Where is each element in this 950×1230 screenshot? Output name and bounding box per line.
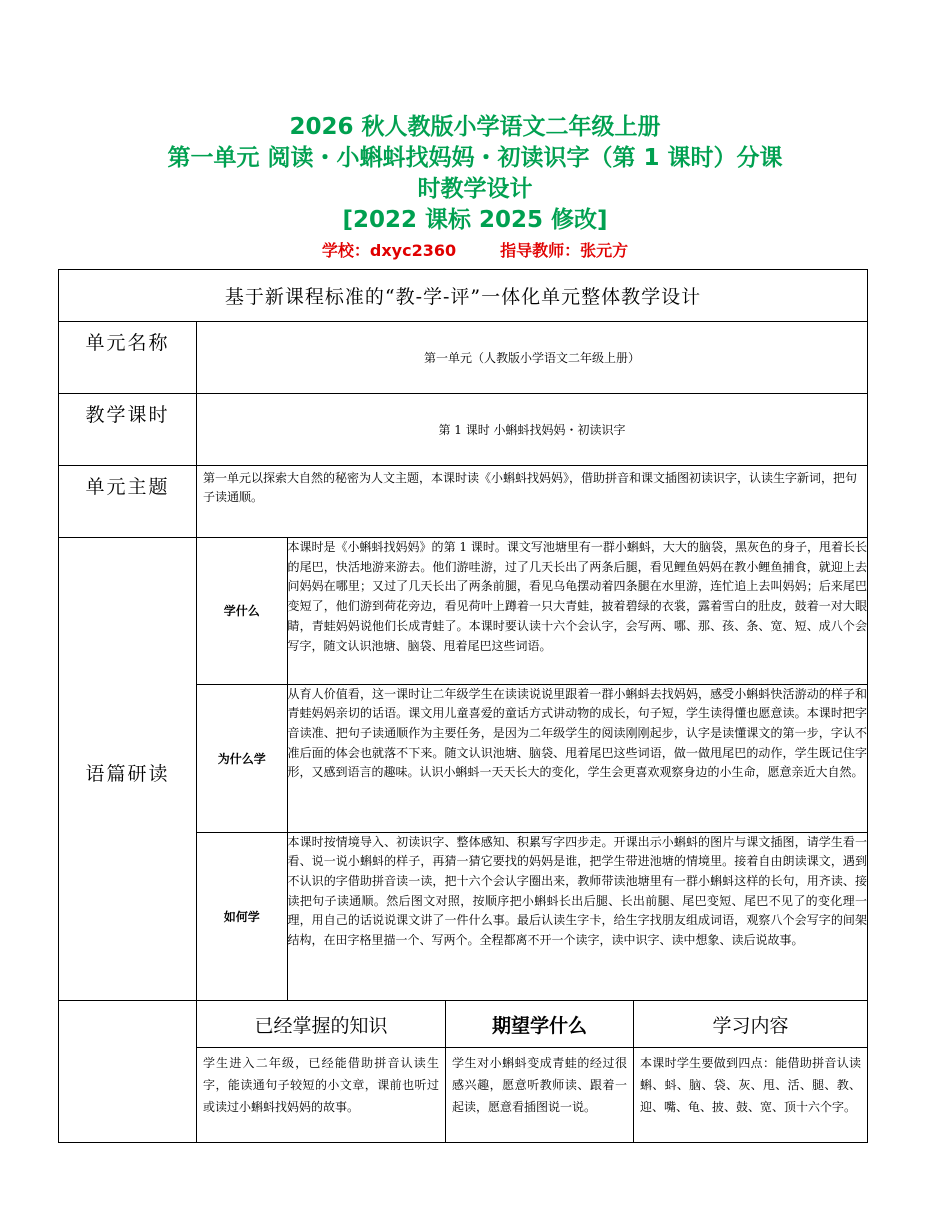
teacher-label: 指导教师：张元方 xyxy=(500,241,629,260)
content-text: 本课时学生要做到四点：能借助拼音认读蝌、蚪、脑、袋、灰、甩、活、腿、教、迎、嘴、龟、披、鼓、宽、顶十六个字。 xyxy=(640,1056,862,1114)
lesson-label: 教学课时 xyxy=(59,394,197,466)
why-text: 从育人价值看，这一课时让二年级学生在读读说说里跟着一群小蝌蚪去找妈妈，感受小蝌蚪快活游动的样子和青蛙妈妈亲切的话语。课文用儿童喜爱的童话方式讲动物的成长，句子短，学生读得懂也愿意读。本课时把字音读准、把句子读通顺作为主要任务，是因为二年级学生的阅读刚刚起步，认字是读懂课文的第一步，字认不准后面的体会也就落不下来。随文认识池塘、脑袋、甩着尾巴这些词语，做一做甩尾巴的动作，学生既记住字形，又感到语言的趣味。认识小蝌蚪一天天长大的变化，学生会更喜欢观察身边的小生命，愿意亲近大自然。 xyxy=(287,684,867,832)
how-label: 如何学 xyxy=(197,832,287,1000)
theme-value: 第一单元以探索大自然的秘密为人文主题，本课时读《小蝌蚪找妈妈》，借助拼音和课文插图初读识字，认读生字新词，把句子读通顺。 xyxy=(197,466,868,538)
expect-header: 期望学什么 xyxy=(446,1001,634,1048)
how-text: 本课时按情境导入、初读识字、整体感知、积累写字四步走。开课出示小蝌蚪的图片与课文插图，请学生看一看、说一说小蝌蚪的样子，再猜一猜它要找的妈妈是谁，把学生带进池塘的情境里。接着自由朗读课文，遇到不认识的字借助拼音读一读，把十六个会认字圈出来，教师带读池塘里有一群小蝌蚪这样的长句，用齐读、接读把句子读通顺。然后图文对照，按顺序把小蝌蚪长出后腿、长出前腿、尾巴变短、尾巴不见了的变化理一理，用自己的话说说课文讲了一件什么事。最后认读生字卡，给生字找朋友组成词语，观察八个会写字的间架结构，在田字格里描一个、写两个。全程都离不开一个读字，读中识字、读中想象、读后说故事。 xyxy=(287,832,867,1000)
title-line-4: [2022 课标 2025 修改] xyxy=(342,207,608,233)
unit-name-value: 第一单元（人教版小学语文二年级上册） xyxy=(197,322,868,394)
title-line-3: 时教学设计 xyxy=(417,176,533,202)
content-cell xyxy=(634,1048,868,1143)
title-block xyxy=(0,112,950,262)
school-teacher-line xyxy=(0,240,950,262)
research-subtable xyxy=(197,538,867,1000)
design-table-title: 基于新课程标准的“教-学-评”一体化单元整体教学设计 xyxy=(59,270,868,322)
title-line-2: 第一单元 阅读・小蝌蚪找妈妈・初读识字（第 1 课时）分课 xyxy=(167,145,783,171)
content-header: 学习内容 xyxy=(634,1001,868,1048)
what-label: 学什么 xyxy=(197,538,287,684)
known-knowledge-text: 学生进入二年级，已经能借助拼音认读生字，能读通句子较短的小文章，课前也听过或读过小蝌蚪找妈妈的故事。 xyxy=(203,1056,439,1114)
design-table xyxy=(58,269,868,1143)
title-line-1: 2026 秋人教版小学语文二年级上册 xyxy=(289,114,661,140)
known-knowledge-cell xyxy=(197,1048,446,1143)
unit-name-label: 单元名称 xyxy=(59,322,197,394)
expect-text: 学生对小蝌蚪变成青蛙的经过很感兴趣，愿意听教师读、跟着一起读，愿意看插图说一说。 xyxy=(452,1056,627,1114)
expect-cell xyxy=(446,1048,634,1143)
theme-label: 单元主题 xyxy=(59,466,197,538)
research-label: 语篇研读 xyxy=(59,538,197,1001)
analysis-empty-cell xyxy=(59,1001,197,1143)
lesson-value: 第 1 课时 小蝌蚪找妈妈・初读识字 xyxy=(197,394,868,466)
school-label: 学校：dxyc2360 xyxy=(321,241,457,260)
what-text: 本课时是《小蝌蚪找妈妈》的第 1 课时。课文写池塘里有一群小蝌蚪，大大的脑袋，黑灰色的身子，甩着长长的尾巴，快活地游来游去。他们游哇游，过了几天长出了两条后腿，看见鲤鱼妈妈在教小鲤鱼捕食，就迎上去问妈妈在哪里；又过了几天长出了两条前腿，看见乌龟摆动着四条腿在水里游，连忙追上去叫妈妈；后来尾巴变短了，他们游到荷花旁边，看见荷叶上蹲着一只大青蛙，披着碧绿的衣裳，露着雪白的肚皮，鼓着一对大眼睛，青蛙妈妈说他们长成青蛙了。本课时要认读十六个会认字，会写两、哪、那、孩、条、宽、短、成八个会写字，随文认识池塘、脑袋、甩着尾巴这些词语。 xyxy=(287,538,867,684)
known-knowledge-header: 已经掌握的知识 xyxy=(197,1001,446,1048)
why-label: 为什么学 xyxy=(197,684,287,832)
